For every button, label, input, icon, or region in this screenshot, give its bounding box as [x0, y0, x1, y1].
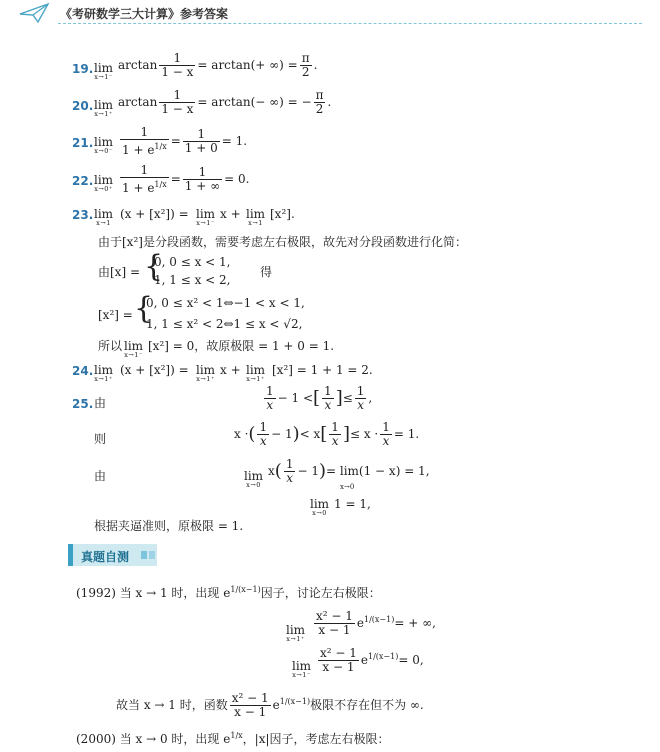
- expression-21: $\frac{1}{1 + e^{1/x}}$ = $\frac{1}{1 + 0}$ = 1.: [122, 125, 248, 157]
- header-divider: [58, 23, 642, 24]
- limit-operator: lim x→1⁻: [124, 339, 144, 359]
- limit-right: $\frac{\text{x² − 1}}{x - 1}$ $e^{1/(x-1)}=$ + ∞,: [316, 609, 436, 637]
- inequality-2: x ·( $\frac{1}{x}$ − 1)< x[ $\frac{1}{x}$ ]≤ x · $\frac{1}{x}$ = 1.: [234, 420, 420, 448]
- expression-22: $\frac{1}{1 + e^{1/x}}$ = $\frac{1}{1 + \infty}$ = 0.: [122, 163, 250, 195]
- limit-left: $\frac{\text{x² − 1}}{x - 1}$ $e^{1/(x-1)}= 0$,: [320, 646, 424, 674]
- intro-2000: (2000) 当 x → 0 时，出现 $e^{1/x}$，|x|因子，考虑左右极限：: [76, 731, 390, 746]
- limit-operator: lim x→0⁻: [94, 135, 114, 155]
- limit-operator: lim x→1⁻: [292, 659, 312, 679]
- limit-operator: lim x→1: [94, 207, 114, 227]
- conclusion-1992: 故当 x → 1 时，函数 $\frac{\text{x² − 1}}{x - 1}$ $e^{1/(x-1)}$极限不存在但不为 ∞.: [116, 691, 424, 719]
- badge-decor: [141, 551, 147, 559]
- badge-decor: [149, 551, 155, 559]
- limit-operator: lim x→0: [244, 469, 264, 489]
- limit-operator: lim x→1⁻: [94, 61, 114, 81]
- paper-plane-icon: [18, 2, 52, 24]
- limit-operator: lim x→1⁺: [246, 363, 266, 383]
- header-title: 《考研数学三大计算》参考答案: [60, 7, 229, 21]
- inequality-1: $\frac{1}{x}$ − 1 <[ $\frac{1}{x}$ ]≤ $\frac{1}{x}$ ,: [266, 384, 373, 412]
- limit-operator: lim x→1⁺: [94, 98, 114, 118]
- limit-operator: lim x→1: [246, 207, 266, 227]
- page-header: [18, 2, 642, 24]
- explanation-text: 由于[x²]是分段函数，需要考虑左右极限，故先对分段函数进行化简：: [98, 235, 467, 249]
- left-brace: {: [144, 249, 164, 284]
- expression-20: arctan $\frac{1}{1 - x}$ = arctan(− ∞) = − $\frac{\pi}{2}$ .: [118, 88, 332, 116]
- conclusion-text: 根据夹逼准则，原极限 = 1.: [94, 519, 244, 533]
- section-badge: 真题自测: [68, 544, 157, 566]
- limit-operator: lim x→0⁺: [94, 173, 114, 193]
- limit-expression-1: x( $\frac{1}{x}$ − 1)= lim(1 − x) = 1,: [268, 457, 430, 485]
- limit-operator: lim x→1⁺: [286, 623, 306, 643]
- intro-1992: (1992) 当 x → 1 时，出现 $e^{1/(x-1)}$因子，讨论左右极限：: [76, 585, 381, 600]
- limit-operator: lim x→1⁺: [196, 363, 216, 383]
- left-brace: {: [134, 291, 154, 326]
- expression-19: arctan $\frac{1}{1 - x}$ = arctan(+ ∞) = $\frac{\pi}{2}$ .: [118, 51, 318, 79]
- limit-operator: lim x→0: [310, 497, 330, 517]
- limit-operator: lim x→1⁺: [94, 363, 114, 383]
- limit-operator: lim x→1⁻: [196, 207, 216, 227]
